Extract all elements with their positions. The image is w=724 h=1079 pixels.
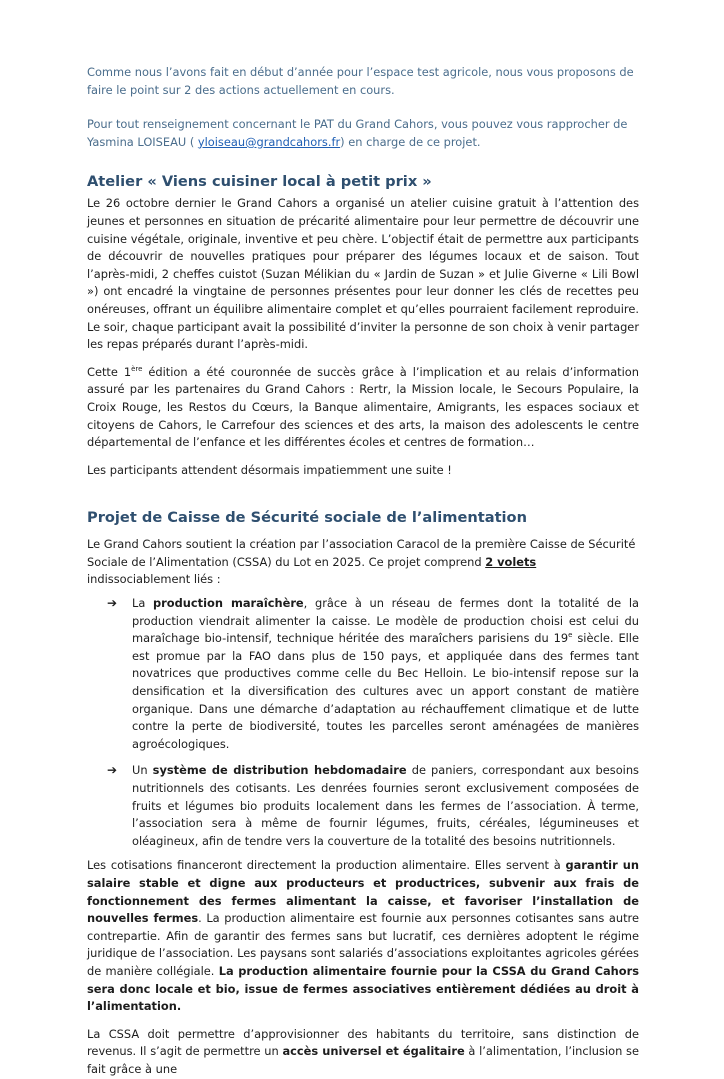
atelier-paragraph-1: Le 26 octobre dernier le Grand Cahors a organisé un atelier cuisine gratuit à l’attention des jeunes et personnes en situation de précarité alimentaire pour leur permettre de découvrir une cuisine végétale, originale, inventive et peu chère. L’objectif était de permettre aux participants de découvrir de nouvelles pratiques pour préparer des légumes locaux et de saison. Tout l’après-midi, 2 cheffes cuistot (Suzan Mélikian du « Jardin de Suzan » et Julie Giverne « Lili Bowl ») ont encadré la vingtaine de personnes présentes pour leur donner les clés de recettes peu onéreuses, offrant un équilibre alimentaire complet et qu’elles pourraient facilement reproduire. Le soir, chaque participant avait la possibilité d’inviter la personne de son choix à venir partager les repas préparés durant l’après-midi. (87, 196, 640, 352)
contact-paragraph: Pour tout renseignement concernant le PAT du Grand Cahors, vous pouvez vous rapprocher de Yasmina LOISEAU ( yloiseau@grandcahors.fr) en charge de ce projet. (87, 117, 628, 149)
cssa-paragraph-3: La CSSA doit permettre d’approvisionner des habitants du territoire, sans distinction de revenus. Il s’agit de permettre un accès universel et égalitaire à l’alimentation, l’inclusion se fait grâce à une (87, 1026, 639, 1076)
list-item-production: ➔ La production maraîchère, grâce à un réseau de fermes dont la totalité de la production viendrait alimenter la caisse. Le modèle de production choisi est celui du maraîchage bio-intensif, technique héritée des maraîchers parisiens du 19e siècle. Elle est promue par la FAO dans plus de 150 pays, et appliquée dans des fermes tant novatrices que productives comme celle du Bec Helloin. Le bio-intensif repose sur la densification et la diversification des cultures avec un apport constant de matière organique. Dans une démarche d’adaptation au réchauffement climatique et de lutte contre la perte de biodiversité, toutes les parcelles seront aménagées de manières agroécologiques. (107, 596, 639, 751)
atelier-paragraph-3: Les participants attendent désormais impatiemment une suite ! (87, 462, 452, 477)
list-item-distribution: ➔ Un système de distribution hebdomadaire de paniers, correspondant aux besoins nutritionnels des cotisants. Les denrées fournies seront exclusivement composées de fruits et légumes bio produits localement dans les fermes de l’association. À terme, l’association sera à même de fournir légumes, fruits, céréales, légumineuses et oléagineux, afin de tendre vers la couverture de la totalité des besoins nutritionnels. (107, 763, 639, 848)
arrow-right-icon: ➔ (107, 763, 118, 778)
section-title-atelier: Atelier « Viens cuisiner local à petit prix » (87, 173, 432, 191)
section-title-cssa: Projet de Caisse de Sécurité sociale de l’alimentation (87, 509, 527, 527)
document-page (87, 64, 639, 1079)
cssa-paragraph-2: Les cotisations financeront directement la production alimentaire. Elles servent à garantir un salaire stable et digne aux producteurs et productrices, subvenir aux frais de fonctionnement des fermes alimentant la caisse, et favoriser l’installation de nouvelles fermes. La production alimentaire est fournie aux personnes cotisantes sans autre contrepartie. Afin de garantir des fermes sans but lucratif, ces dernières adoptent le régime juridique de l’association. Les paysans sont salariés d’associations exploitantes agricoles gérées de manière collégiale. La production alimentaire fournie pour la CSSA du Grand Cahors sera donc locale et bio, issue de fermes associatives entièrement dédiées au droit à l’alimentation. (87, 858, 639, 1014)
intro-paragraph: Comme nous l’avons fait en début d’année pour l’espace test agricole, nous vous proposons de faire le point sur 2 des actions actuellement en cours. (87, 65, 634, 97)
email-link[interactable]: yloiseau@grandcahors.fr (197, 134, 341, 149)
atelier-paragraph-2: Cette 1ère édition a été couronnée de succès grâce à l’implication et au relais d’information assuré par les partenaires du Grand Cahors : Rertr, la Mission locale, le Secours Populaire, la Croix Rouge, les Restos du Cœurs, la Banque alimentaire, Amigrants, les espaces sociaux et citoyens de Cahors, le Carrefour des sciences et des arts, la maison des adolescents le centre départemental de l’enfance et les différentes écoles et centres de formation… (87, 364, 639, 450)
arrow-right-icon: ➔ (107, 596, 118, 611)
cssa-intro-paragraph: Le Grand Cahors soutient la création par l’association Caracol de la première Caisse de Sécurité Sociale de l’Alimentation (CSSA) du Lot en 2025. Ce projet comprend 2 volets indissociablement liés : (87, 537, 636, 587)
